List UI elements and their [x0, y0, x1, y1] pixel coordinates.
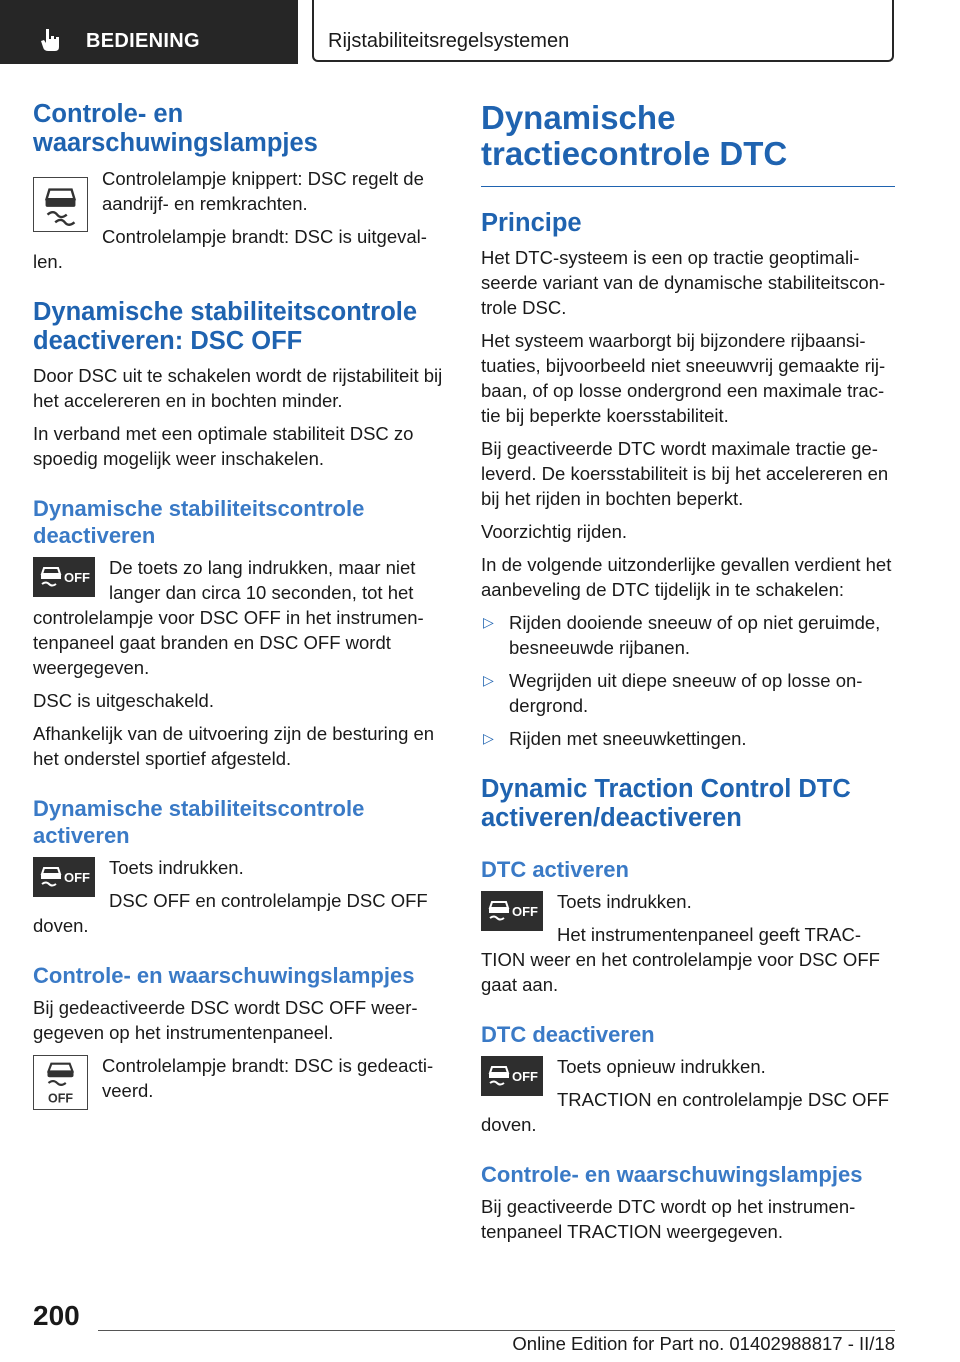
dsc-off-button-icon [33, 857, 95, 897]
dtc-deactivate-text-2: TRACTION en controlelampje DSC OFF doven. [481, 1089, 890, 1135]
off-label: OFF [47, 1091, 74, 1106]
list-item: ▷ Rijden met sneeuwkettingen. [483, 728, 747, 749]
car-skid-icon [486, 1064, 512, 1088]
dsc-off-button-icon [481, 891, 543, 931]
right-column [481, 100, 895, 1252]
deactivate-text-2: DSC is uitgeschakeld. [33, 690, 214, 711]
triangle-bullet-icon: ▷ [483, 614, 494, 630]
heading-dtc-toggle: Dynamic Traction Control DTC activeren/deactiveren [481, 775, 851, 832]
off-label: OFF [512, 903, 538, 919]
section-label: BEDIENING [86, 30, 200, 52]
dsc-off-button-icon [481, 1056, 543, 1096]
car-skid-icon [38, 565, 64, 589]
principe-text-5: In de volgende uitzonderlijke gevallen verdient het aanbeveling de DTC tijdelijk in te schakelen: [481, 554, 892, 600]
dtc-deactivate-text-1: Toets opnieuw indrukken. [557, 1056, 766, 1077]
lamps2-text-1: Bij gedeactiveerde DSC wordt DSC OFF weergegeven op het instrumentenpaneel. [33, 997, 418, 1043]
edition-note: Online Edition for Part no. 01402988817 - II/18 [512, 1333, 895, 1354]
lamps-text-1: Controlelampje knippert: DSC regelt de aandrijf- en remkrachten. [102, 168, 424, 214]
dsc-off-button-icon [33, 557, 95, 597]
heading-lamps-2: Controle- en waarschuwingslampjes [33, 963, 415, 988]
principe-text-2: Het systeem waarborgt bij bijzondere rijbaansituaties, bijvoorbeeld niet sneeuwvrij gemaakte rijbaan, of op losse ondergrond een maximale tractie bij beperkte koersstabiliteit. [481, 330, 886, 426]
heading-lamps-3: Controle- en waarschuwingslampjes [481, 1162, 863, 1187]
car-skid-icon [38, 865, 64, 889]
dsc-off-text-2: In verband met een optimale stabiliteit DSC zo spoedig mogelijk weer inschakelen. [33, 423, 414, 469]
heading-lamps: Controle- en waarschuwingslampjes [33, 100, 318, 157]
principe-text-4: Voorzichtig rijden. [481, 521, 628, 542]
lamps2-text-2: Controlelampje brandt: DSC is gedeactiveerd. [102, 1055, 434, 1101]
off-label: OFF [64, 569, 90, 585]
page-number: 200 [33, 1300, 80, 1331]
heading-dtc-activate: DTC activeren [481, 857, 629, 882]
heading-dtc: Dynamische tractiecontrole DTC [481, 99, 788, 172]
activate-text-1: Toets indrukken. [109, 857, 244, 878]
heading-principe: Principe [481, 209, 582, 237]
heading-divider [481, 186, 895, 187]
heading-dsc-off: Dynamische stabiliteitscontrole deactiveren: DSC OFF [33, 298, 418, 355]
dtc-activate-text-2: Het instrumentenpaneel geeft TRACTION weer en het controlelampje voor DSC OFF gaat aan. [481, 924, 880, 995]
dsc-warning-lamp-icon [33, 177, 88, 232]
section-tab [0, 0, 298, 64]
off-label: OFF [512, 1068, 538, 1084]
principe-text-3: Bij geactiveerde DTC wordt maximale tractie geleverd. De koersstabiliteit is bij het accelereren en bij het rijden in bochten beperkt. [481, 438, 889, 509]
triangle-bullet-icon: ▷ [483, 730, 494, 746]
dtc-activate-text-1: Toets indrukken. [557, 891, 692, 912]
list-item: ▷ Wegrijden uit diepe sneeuw of op losse ondergrond. [483, 670, 863, 716]
dsc-off-text-1: Door DSC uit te schakelen wordt de rijstabiliteit bij het accelereren en in bochten minder. [33, 365, 443, 411]
deactivate-text-3: Afhankelijk van de uitvoering zijn de besturing en het onderstel sportief afgesteld. [33, 723, 435, 769]
triangle-bullet-icon: ▷ [483, 672, 494, 688]
deactivate-text-1: De toets zo lang indrukken, maar niet langer dan circa 10 seconden, tot het controlelampje voor DSC OFF in het instrumentenpaneel gaat branden en DSC OFF wordt weergegeven. [33, 557, 424, 678]
lamps3-text-1: Bij geactiveerde DTC wordt op het instrumentenpaneel TRACTION weergegeven. [481, 1196, 856, 1242]
heading-activate: Dynamische stabiliteitscontrole activeren [33, 796, 365, 848]
off-label: OFF [64, 869, 90, 885]
principe-text-1: Het DTC-systeem is een op tractie geoptimaliseerde variant van de dynamische stabiliteitscontrole DSC. [481, 247, 886, 318]
list-item: ▷ Rijden dooiende sneeuw of op niet geruimde, besneeuwde rijbanen. [483, 612, 881, 658]
left-column [33, 100, 445, 1114]
chapter-title: Rijstabiliteitsregelsystemen [328, 30, 570, 52]
lamps-text-2: Controlelampje brandt: DSC is uitgevallen. [33, 226, 427, 272]
car-skid-icon [486, 899, 512, 923]
heading-deactivate: Dynamische stabiliteitscontrole deactiveren [33, 496, 365, 548]
bullet-list [481, 610, 895, 751]
heading-dtc-deactivate: DTC deactiveren [481, 1022, 655, 1047]
chapter-tab [312, 0, 894, 62]
footer-divider [98, 1330, 895, 1331]
dsc-off-lamp-icon [33, 1055, 88, 1110]
hand-pointer-icon [38, 27, 64, 53]
activate-text-2: DSC OFF en controlelampje DSC OFF doven. [33, 890, 428, 936]
